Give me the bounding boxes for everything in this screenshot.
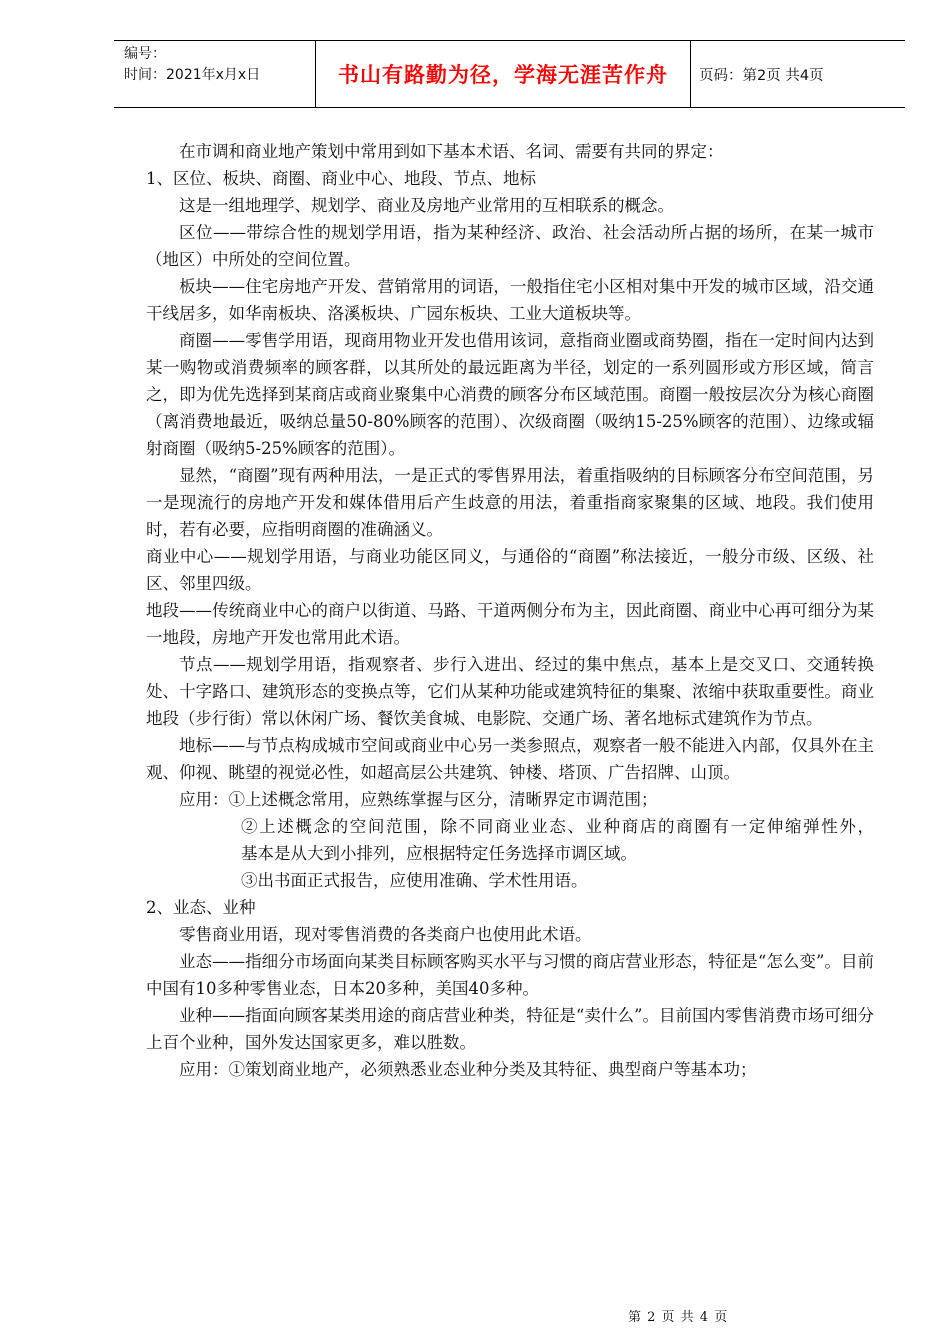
page-footer: 第 2 页 共 4 页 xyxy=(628,1310,729,1325)
document-time-label: 时间：2021年x月x日 xyxy=(124,67,261,83)
application-item-2 xyxy=(146,813,874,867)
header-meta xyxy=(114,41,316,107)
paragraph: 零售商业用语，现对零售消费的各类商户也使用此术语。 xyxy=(179,925,592,944)
paragraph: 商业中心——规划学用语，与商业功能区同义，与通俗的“商圈”称法接近，一般分市级、区级、社区、邻里四级。 xyxy=(146,547,874,593)
header-page-info: 页码：第2页 共4页 xyxy=(699,67,824,84)
paragraph: 区位——带综合性的规划学用语，指为某种经济、政治、社会活动所占据的场所，在某一城市（地区）中所处的空间位置。 xyxy=(146,223,874,269)
application-item-2-continued: 基本是从大到小排列，应根据特定任务选择市调区域。 xyxy=(241,844,637,863)
paragraph: 这是一组地理学、规划学、商业及房地产业常用的互相联系的概念。 xyxy=(179,196,674,215)
application-item-1: 应用：①上述概念常用，应熟练掌握与区分，清晰界定市调范围； xyxy=(179,790,658,809)
paragraph: 地标——与节点构成城市空间或商业中心另一类参照点，观察者一般不能进入内部，仅具外在主观、仰视、眺望的视觉必性，如超高层公共建筑、钟楼、塔顶、广告招牌、山顶。 xyxy=(146,736,874,782)
document-body xyxy=(146,138,874,1083)
paragraph: 地段——传统商业中心的商户以街道、马路、干道两侧分布为主，因此商圈、商业中心再可细分为某一地段，房地产开发也常用此术语。 xyxy=(146,601,874,647)
paragraph: 应用：①策划商业地产，必须熟悉业态业种分类及其特征、典型商户等基本功； xyxy=(179,1060,757,1079)
paragraph: 显然，“商圈”现有两种用法，一是正式的零售界用法，着重指吸纳的目标顾客分布空间范围，另一是现流行的房地产开发和媒体借用后产生歧意的用法，着重指商家聚集的区域、地段。我们使用时，若有必要，应指明商圈的准确涵义。 xyxy=(146,466,874,539)
application-item-3: ③出书面正式报告，应使用准确、学术性用语。 xyxy=(241,871,588,890)
paragraph: 业态——指细分市场面向某类目标顾客购买水平与习惯的商店营业形态，特征是“怎么变”。目前中国有10多种零售业态，日本20多种，美国40多种。 xyxy=(146,952,874,998)
paragraph: 板块——住宅房地产开发、营销常用的词语，一般指住宅小区相对集中开发的城市区域，沿交通干线居多，如华南板块、洛溪板块、广园东板块、工业大道板块等。 xyxy=(146,277,874,323)
header-motto: 书山有路勤为径，学海无涯苦作舟 xyxy=(316,41,691,107)
intro-paragraph: 在市调和商业地产策划中常用到如下基本术语、名词、需要有共同的界定： xyxy=(179,142,724,161)
document-number-label: 编号： xyxy=(124,46,166,62)
paragraph: 节点——规划学用语，指观察者、步行入进出、经过的集中焦点，基本上是交叉口、交通转换处、十字路口、建筑形态的变换点等，它们从某种功能或建筑特征的集聚、浓缩中获取重要性。商业地段（步行街）常以休闲广场、餐饮美食城、电影院、交通广场、著名地标式建筑作为节点。 xyxy=(146,655,874,728)
section-heading-2: 2、业态、业种 xyxy=(146,898,256,917)
application-item-2-text: ②上述概念的空间范围，除不同商业业态、业种商店的商圈有一定伸缩弹性外， xyxy=(241,817,874,836)
paragraph: 商圈——零售学用语，现商用物业开发也借用该词，意指商业圈或商势圈，指在一定时间内达到某一购物或消费频率的顾客群，以其所处的最远距离为半径，划定的一系列圆形或方形区域，简言之，即为优先选择到某商店或商业聚集中心消费的顾客分布区域范围。商圈一般按层次分为核心商圈（离消费地最近，吸纳总量50-80%顾客的范围）、次级商圈（吸纳15-25%顾客的范围）、边缘或辐射商圈（吸纳5-25%顾客的范围）。 xyxy=(146,331,874,458)
page-header xyxy=(114,40,905,108)
section-heading-1: 1、区位、板块、商圈、商业中心、地段、节点、地标 xyxy=(146,169,536,188)
paragraph: 业种——指面向顾客某类用途的商店营业种类，特征是“卖什么”。目前国内零售消费市场可细分上百个业种，国外发达国家更多，难以胜数。 xyxy=(146,1006,874,1052)
